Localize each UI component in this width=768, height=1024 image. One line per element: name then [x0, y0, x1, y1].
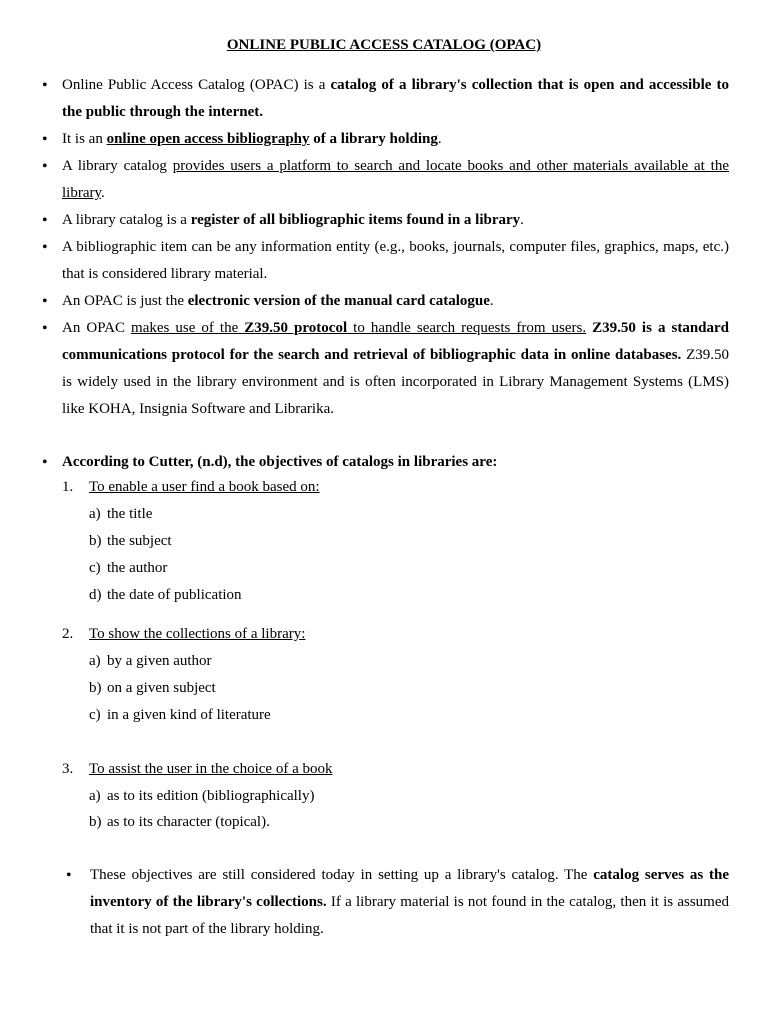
bullet-platform: • A library catalog provides users a platform to search and locate books and other materials available at the library.: [62, 153, 729, 207]
bullet-inventory: • These objectives are still considered today in setting up a library's catalog. The catalog serves as the inventory of the library's collections. If a library material is not found in the catalog, then it is assumed that it is not part of the library holding.: [90, 862, 729, 943]
page-title: ONLINE PUBLIC ACCESS CATALOG (OPAC): [226, 37, 542, 53]
objective-1-item: a) the title: [89, 506, 153, 522]
objective-2: 2. To show the collections of a library:: [62, 626, 306, 642]
bullet-register: • A library catalog is a register of all bibliographic items found in a library.: [62, 207, 729, 234]
objective-1-item: c) the author: [89, 560, 168, 576]
bullet-cutter-objectives: • According to Cutter, (n.d), the objectives of catalogs in libraries are:: [62, 449, 729, 476]
bullet-bibliography: • It is an online open access bibliography of a library holding.: [62, 126, 729, 153]
bullet-bibliographic-item: • A bibliographic item can be any information entity (e.g., books, journals, computer files, graphics, maps, etc.) that is considered library material.: [62, 234, 729, 288]
objective-2-item: b) on a given subject: [89, 680, 216, 696]
objective-3: 3. To assist the user in the choice of a book: [62, 761, 333, 777]
objective-3-item: b) as to its character (topical).: [89, 814, 270, 830]
objective-1-item: b) the subject: [89, 533, 172, 549]
objective-3-item: a) as to its edition (bibliographically): [89, 788, 315, 804]
objective-1-item: d) the date of publication: [89, 587, 242, 603]
objective-2-item: a) by a given author: [89, 653, 212, 669]
objective-2-item: c) in a given kind of literature: [89, 707, 271, 723]
bullet-z3950: • An OPAC makes use of the Z39.50 protocol to handle search requests from users. Z39.50 is a standard communications protocol for the search and retrieval of bibliographic data in online databases. Z39.50 is widely used in the library environment and is often incorporated in Library Management Systems (LMS) like KOHA, Insignia Software and Librarika.: [62, 315, 729, 423]
bullet-definition: • Online Public Access Catalog (OPAC) is a catalog of a library's collection that is open and accessible to the public through the internet.: [62, 72, 729, 126]
objective-1: 1. To enable a user find a book based on:: [62, 479, 320, 495]
bullet-electronic-version: • An OPAC is just the electronic version of the manual card catalogue.: [62, 288, 729, 315]
